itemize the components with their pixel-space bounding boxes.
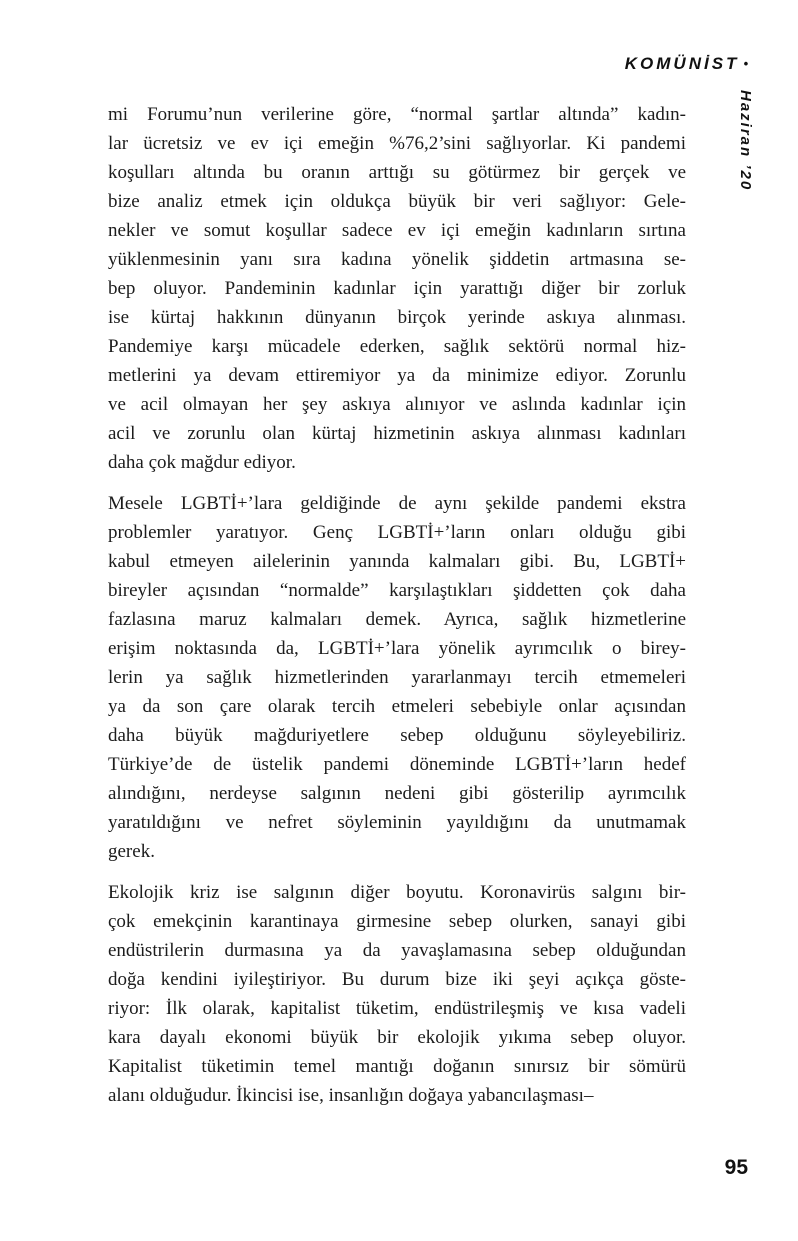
text-line: kara dayalı ekonomi büyük bir ekolojik yıkıma sebep oluyor. [108, 1027, 686, 1048]
text-line: yaratıldığını ve nefret söyleminin yayıldığını da unutmamak [108, 812, 686, 833]
text-line: nekler ve somut koşullar sadece ev içi emeğin kadınların sırtına [108, 220, 686, 241]
masthead-title: KOMÜNİST [624, 54, 740, 73]
page-number: 95 [724, 1156, 748, 1179]
issue-date-vertical: Haziran ’20 [737, 90, 754, 192]
text-line: fazlasına maruz kalmaları demek. Ayrıca, sağlık hizmetlerine [108, 609, 686, 630]
body-paragraph [108, 489, 686, 866]
text-line: mi Forumu’nun verilerine göre, “normal şartlar altında” kadın- [108, 104, 686, 125]
text-line: bireyler açısından “normalde” karşılaştıkları şiddetten çok daha [108, 580, 686, 601]
text-line: Mesele LGBTİ+’lara geldiğinde de aynı şekilde pandemi ekstra [108, 493, 686, 514]
body-paragraph [108, 100, 686, 477]
text-line: Ekolojik kriz ise salgının diğer boyutu. Koronavirüs salgını bir- [108, 882, 686, 903]
bullet-icon: • [743, 56, 748, 71]
text-line: acil ve zorunlu olan kürtaj hizmetinin askıya alınması kadınları [108, 423, 686, 444]
text-line: bep oluyor. Pandeminin kadınlar için yarattığı diğer bir zorluk [108, 278, 686, 299]
text-line: kabul etmeyen ailelerinin yanında kalmaları gibi. Bu, LGBTİ+ [108, 551, 686, 572]
text-line: daha büyük mağduriyetlere sebep olduğunu söyleyebiliriz. [108, 725, 686, 746]
text-line: gerek. [108, 841, 155, 862]
text-line: alanı olduğudur. İkincisi ise, insanlığın doğaya yabancılaşması– [108, 1085, 594, 1106]
text-line: lerin ya sağlık hizmetlerinden yararlanmayı tercih etmemeleri [108, 667, 686, 688]
text-line: doğa kendini iyileştiriyor. Bu durum bize iki şeyi açıkça göste- [108, 969, 686, 990]
text-line: ve acil olmayan her şey askıya alınıyor ve aslında kadınlar için [108, 394, 686, 415]
text-line: ya da son çare olarak tercih etmeleri sebebiyle onlar açısından [108, 696, 686, 717]
text-line: endüstrilerin durmasına ya da yavaşlamasına sebep olduğundan [108, 940, 686, 961]
text-line: yüklenmesinin yanı sıra kadına yönelik şiddetin artmasına se- [108, 249, 686, 270]
text-line: Pandemiye karşı mücadele ederken, sağlık sektörü normal hiz- [108, 336, 686, 357]
text-line: Kapitalist tüketimin temel mantığı doğanın sınırsız bir sömürü [108, 1056, 686, 1077]
text-line: lar ücretsiz ve ev içi emeğin %76,2’sini sağlıyorlar. Ki pandemi [108, 133, 686, 154]
body-paragraph [108, 878, 686, 1110]
text-line: alındığını, nerdeyse salgının nedeni gibi gösterilip ayrımcılık [108, 783, 686, 804]
text-line: daha çok mağdur ediyor. [108, 452, 296, 473]
text-line: ise kürtaj hakkının dünyanın birçok yerinde askıya alınması. [108, 307, 686, 328]
text-line: riyor: İlk olarak, kapitalist tüketim, endüstrileşmiş ve kısa vadeli [108, 998, 686, 1019]
text-line: metlerini ya devam ettiremiyor ya da minimize ediyor. Zorunlu [108, 365, 686, 386]
text-line: çok emekçinin karantinaya girmesine sebep olurken, sanayi gibi [108, 911, 686, 932]
text-line: bize analiz etmek için oldukça büyük bir veri sağlıyor: Gele- [108, 191, 686, 212]
text-line: erişim noktasında da, LGBTİ+’lara yönelik ayrımcılık o birey- [108, 638, 686, 659]
text-line: koşulları altında bu oranın arttığı su götürmez bir gerçek ve [108, 162, 686, 183]
body-text [108, 100, 686, 1110]
journal-masthead [625, 54, 748, 74]
text-line: Türkiye’de de üstelik pandemi döneminde LGBTİ+’ların hedef [108, 754, 686, 775]
text-line: problemler yaratıyor. Genç LGBTİ+’ların onları olduğu gibi [108, 522, 686, 543]
